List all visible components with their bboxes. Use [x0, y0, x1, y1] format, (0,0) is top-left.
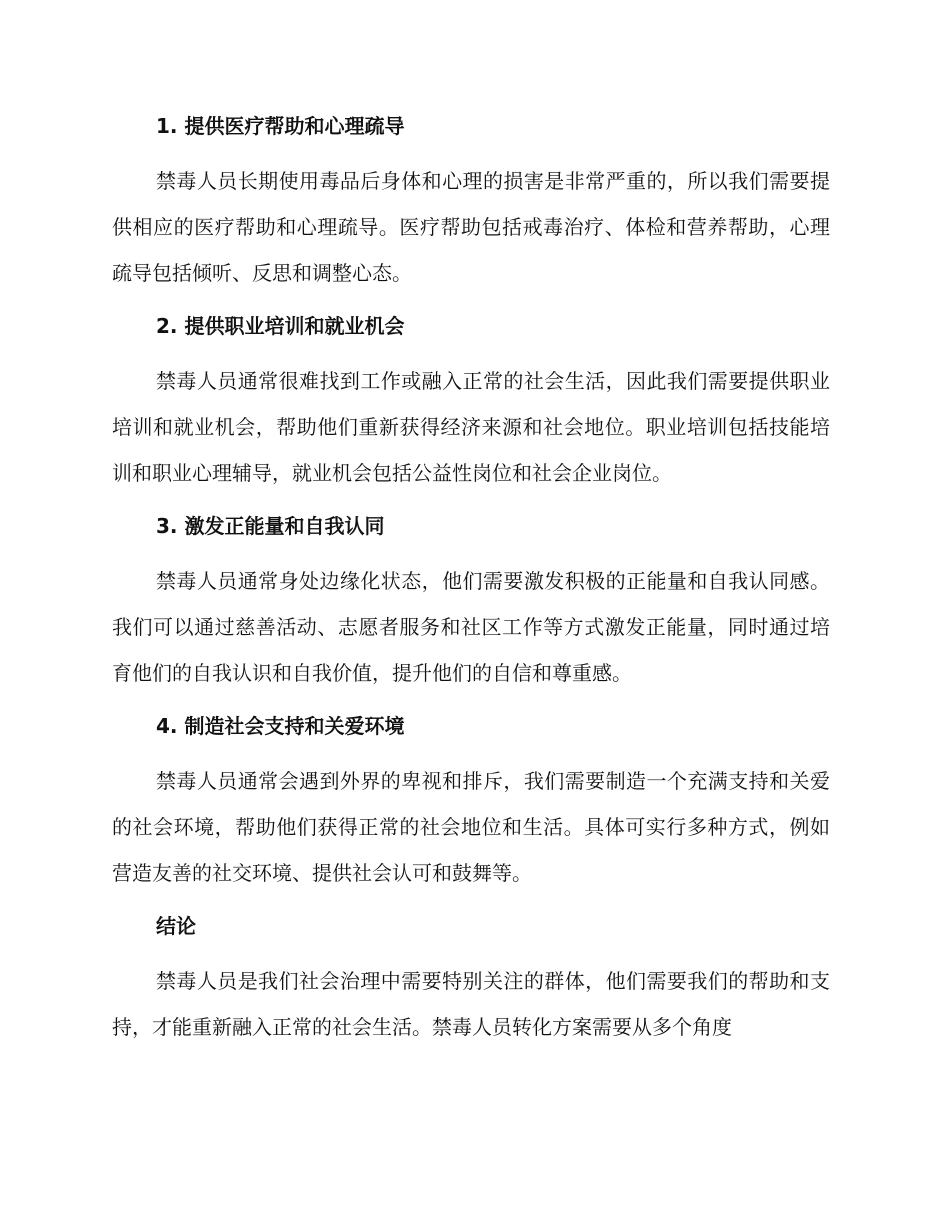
section-title-2: 2. 提供职业培训和就业机会 — [156, 314, 405, 338]
conclusion-paragraph: 禁毒人员是我们社会治理中需要特别关注的群体，他们需要我们的帮助和支持，才能重新融入正常的社会生活。禁毒人员转化方案需要从多个角度 — [112, 969, 830, 1039]
section-paragraph-4: 禁毒人员通常会遇到外界的卑视和排斥，我们需要制造一个充满支持和关爱的社会环境，帮助他们获得正常的社会地位和生活。具体可实行多种方式，例如营造友善的社交环境、提供社会认可和鼓舞等。 — [112, 769, 830, 885]
section-paragraph-2: 禁毒人员通常很难找到工作或融入正常的社会生活，因此我们需要提供职业培训和就业机会，帮助他们重新获得经济来源和社会地位。职业培训包括技能培训和职业心理辅导，就业机会包括公益性岗位和社会企业岗位。 — [112, 369, 830, 485]
document-page — [112, 112, 830, 1050]
conclusion-title: 结论 — [156, 914, 196, 938]
section-paragraph-3: 禁毒人员通常身处边缘化状态，他们需要激发积极的正能量和自我认同感。我们可以通过慈善活动、志愿者服务和社区工作等方式激发正能量，同时通过培育他们的自我认识和自我价值，提升他们的自信和尊重感。 — [112, 569, 830, 685]
section-paragraph-1: 禁毒人员长期使用毒品后身体和心理的损害是非常严重的，所以我们需要提供相应的医疗帮助和心理疏导。医疗帮助包括戒毒治疗、体检和营养帮助，心理疏导包括倾听、反思和调整心态。 — [112, 169, 830, 285]
section-title-4: 4. 制造社会支持和关爱环境 — [156, 714, 405, 738]
section-title-1: 1. 提供医疗帮助和心理疏导 — [156, 114, 405, 138]
section-title-3: 3. 激发正能量和自我认同 — [156, 514, 385, 538]
